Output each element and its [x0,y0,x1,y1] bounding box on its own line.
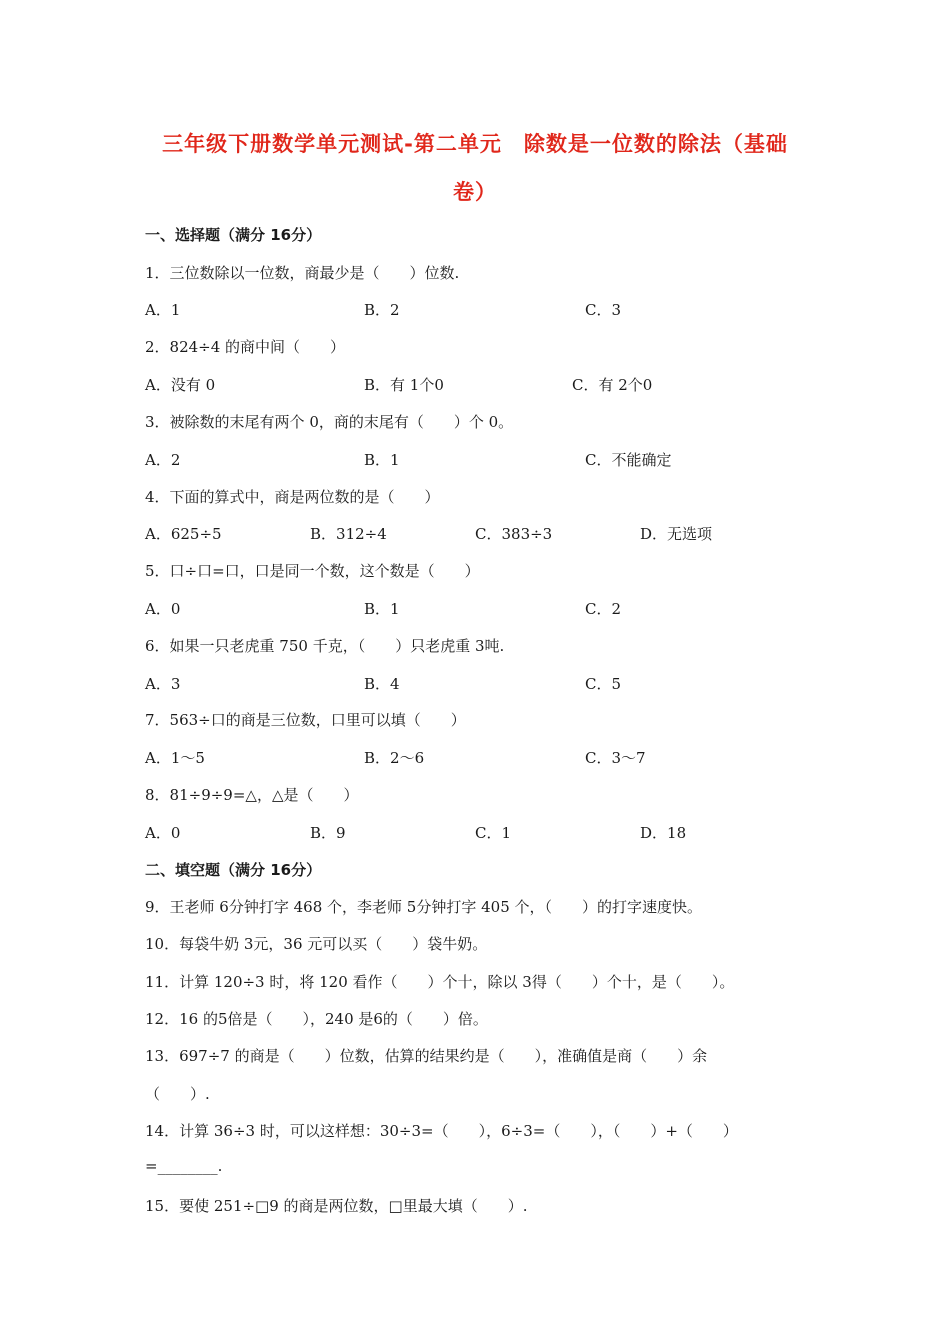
question-2: 2．824÷4 的商中间（ ） [145,338,346,356]
q1-option-b: B．2 [364,301,400,319]
q5-option-b: B．1 [364,600,400,618]
q4-option-b: B．312÷4 [310,525,387,543]
q1-option-a: A．1 [145,301,181,319]
q3-option-b: B．1 [364,451,400,469]
question-12: 12．16 的5倍是（ ），240 是6的（ ）倍。 [145,1010,488,1028]
section-heading-fill: 二、填空题（满分 16分） [145,861,322,879]
q8-option-a: A．0 [145,824,181,842]
question-9: 9．王老师 6分钟打字 468 个，李老师 5分钟打字 405 个，（ ）的打字速度快。 [145,898,703,916]
q2-option-c: C．有 2个0 [572,376,653,394]
q5-option-a: A．0 [145,600,181,618]
q3-option-c: C．不能确定 [585,451,672,469]
q4-option-c: C．383÷3 [475,525,553,543]
question-1: 1．三位数除以一位数，商最少是（ ）位数. [145,264,460,282]
q7-option-a: A．1～5 [145,749,205,767]
title-line-2: 卷） [453,180,497,204]
question-13-continued: （ ）. [145,1085,210,1103]
q5-option-c: C．2 [585,600,622,618]
q6-option-b: B．4 [364,675,400,693]
question-7: 7．563÷口的商是三位数，口里可以填（ ） [145,711,466,729]
q6-option-a: A．3 [145,675,181,693]
q7-option-c: C．3～7 [585,749,646,767]
question-4: 4．下面的算式中，商是两位数的是（ ） [145,488,440,506]
q8-option-d: D．18 [640,824,687,842]
section-heading-choice: 一、选择题（满分 16分） [145,226,322,244]
q2-option-b: B．有 1个0 [364,376,444,394]
question-11: 11．计算 120÷3 时，将 120 看作（ ）个十，除以 3得（ ）个十，是（ ）。 [145,973,735,991]
q8-option-c: C．1 [475,824,512,842]
q2-option-a: A．没有 0 [145,376,216,394]
question-3: 3．被除数的末尾有两个 0，商的末尾有（ ）个 0。 [145,413,514,431]
title-line-1: 三年级下册数学单元测试-第二单元 除数是一位数的除法（基础 [162,132,788,156]
question-8: 8．81÷9÷9=△，△是（ ） [145,786,359,804]
q7-option-b: B．2～6 [364,749,425,767]
question-6: 6．如果一只老虎重 750 千克，（ ）只老虎重 3吨. [145,637,505,655]
q3-option-a: A．2 [145,451,181,469]
question-10: 10．每袋牛奶 3元，36 元可以买（ ）袋牛奶。 [145,935,488,953]
q8-option-b: B．9 [310,824,346,842]
q1-option-c: C．3 [585,301,622,319]
q4-option-a: A．625÷5 [145,525,222,543]
question-15: 15．要使 251÷□9 的商是两位数，□里最大填（ ）. [145,1197,528,1215]
q4-option-d: D．无选项 [640,525,713,543]
question-5: 5．口÷口=口，口是同一个数，这个数是（ ） [145,562,480,580]
question-14-continued: =________. [145,1157,223,1175]
question-13: 13．697÷7 的商是（ ）位数，估算的结果约是（ ），准确值是商（ ）余 [145,1047,708,1065]
q6-option-c: C．5 [585,675,622,693]
question-14: 14．计算 36÷3 时，可以这样想：30÷3=（ ），6÷3=（ ），（ ）+（ ） [145,1122,738,1140]
